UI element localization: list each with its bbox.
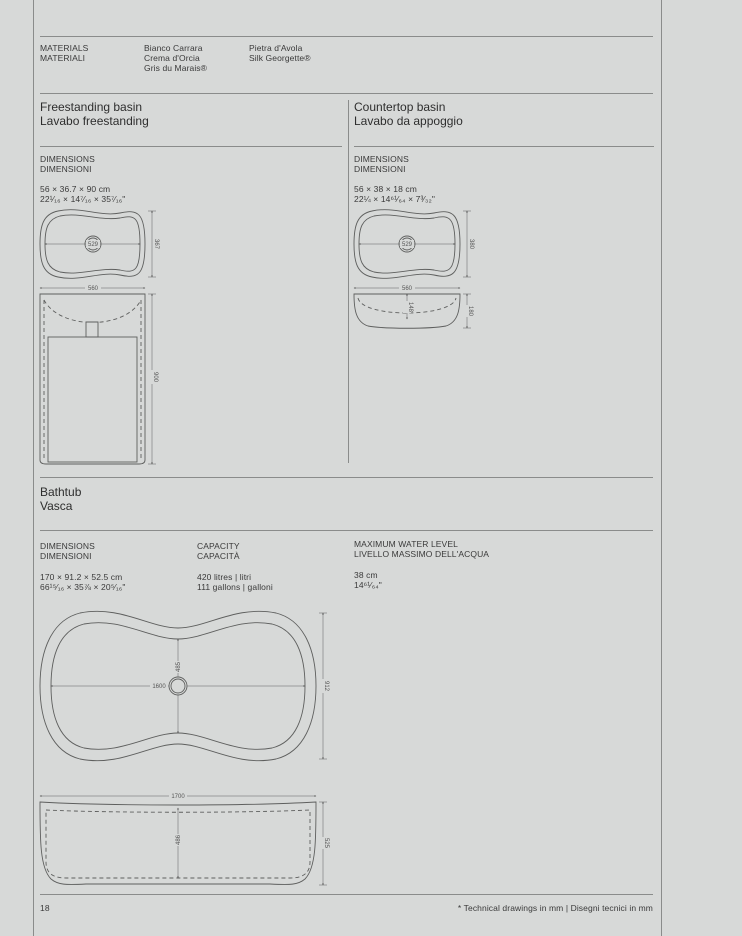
bathtub-title-it: Vasca — [40, 499, 73, 513]
material-item: Bianco Carrara — [144, 43, 203, 53]
bathtub-front-view — [40, 796, 327, 885]
capacity-label-en: CAPACITY — [197, 541, 240, 551]
dimensions-label-en: DIMENSIONS — [40, 541, 95, 551]
dim-label: 1700 — [171, 794, 185, 800]
dim-label: 529 — [87, 242, 99, 248]
dim-label: 900 — [152, 371, 158, 383]
dimensions-in: 22¼ × 14⁶¹⁄₆₄ × 7³⁄₃₂" — [354, 194, 435, 204]
bathtub-top-view — [40, 611, 327, 760]
material-item: Gris du Marais® — [144, 63, 208, 73]
bathtub-title-en: Bathtub — [40, 485, 82, 499]
dim-label: 486 — [176, 834, 182, 846]
dim-label: 380 — [468, 238, 474, 250]
material-item: Pietra d'Avola — [249, 43, 303, 53]
dimensions-label-en: DIMENSIONS — [40, 154, 95, 164]
capacity-label-it: CAPACITÀ — [197, 551, 240, 561]
dimensions-in: 66¹⁵⁄₁₆ × 35⅞ × 20⁵⁄₁₆" — [40, 582, 126, 592]
dimensions-label-it: DIMENSIONI — [40, 164, 92, 174]
dim-label: 1600 — [152, 684, 166, 690]
water-level-in: 14⁶¹⁄₆₄" — [354, 580, 382, 590]
water-level-cm: 38 cm — [354, 570, 378, 580]
capacity-litres: 420 litres | litri — [197, 572, 252, 582]
dimensions-label-en: DIMENSIONS — [354, 154, 409, 164]
countertop-title-it: Lavabo da appoggio — [354, 114, 463, 128]
dimensions-label-it: DIMENSIONI — [40, 551, 92, 561]
freestanding-title-it: Lavabo freestanding — [40, 114, 149, 128]
dimensions-cm: 170 × 91.2 × 52.5 cm — [40, 572, 123, 582]
water-level-label-it: LIVELLO MASSIMO DELL'ACQUA — [354, 549, 490, 559]
dim-label: 560 — [401, 286, 413, 292]
dimensions-in: 22¹⁄₁₆ × 14⁷⁄₁₆ × 35⁷⁄₁₆" — [40, 194, 126, 204]
materials-heading-en: MATERIALS — [40, 43, 89, 53]
dim-label: 180 — [467, 305, 473, 317]
dim-label: 529 — [401, 242, 413, 248]
material-item: Crema d'Orcia — [144, 53, 200, 63]
dim-label: 148 — [407, 301, 413, 313]
dimensions-label-it: DIMENSIONI — [354, 164, 406, 174]
footer-note: * Technical drawings in mm | Disegni tecnici in mm — [457, 903, 653, 913]
dim-label: 560 — [87, 286, 99, 292]
page-number: 18 — [40, 903, 50, 913]
material-item: Silk Georgette® — [249, 53, 311, 63]
freestanding-title-en: Freestanding basin — [40, 100, 143, 114]
dimensions-cm: 56 × 38 × 18 cm — [354, 184, 417, 194]
dim-label: 367 — [153, 238, 159, 250]
dim-label: 912 — [323, 680, 329, 692]
materials-heading-it: MATERIALI — [40, 53, 86, 63]
water-level-label-en: MAXIMUM WATER LEVEL — [354, 539, 458, 549]
dim-label: 485 — [176, 661, 182, 673]
footer-divider — [40, 894, 653, 895]
freestanding-front-view — [40, 288, 156, 464]
countertop-title-en: Countertop basin — [354, 100, 446, 114]
capacity-gallons: 111 gallons | galloni — [197, 582, 273, 592]
dimensions-cm: 56 × 36.7 × 90 cm — [40, 184, 111, 194]
dim-label: 525 — [323, 837, 329, 849]
